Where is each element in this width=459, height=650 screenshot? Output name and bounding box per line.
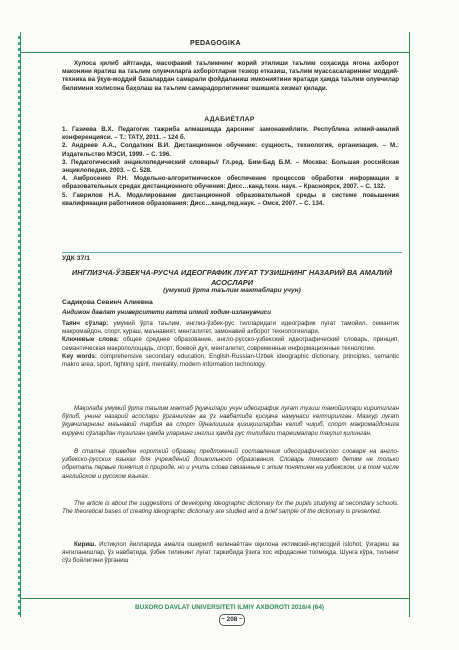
conclusion-paragraph: Хулоса қилиб айтганда, масофавий таълимнинг жорий этилиши таълим соҳасида ягона ахборот маконини яратиш ва таълим олувчиларга ахборотларни тезкор етказиш, таълим муассасаларининг моддий-техника ва ўқув-моддий базалардан самарали фойдаланиш имкониятини яратади ҳамда таълим олувчилар билимини холисона баҳолаш ва таълим самарадорлигининг ошишига хизмат қилади. xyxy=(62,60,399,92)
section-header: PEDAGOGIKA xyxy=(190,40,241,47)
abstract-en: The article is about the suggestions of developing ideographic dictionary for the pupils studying at secondary schools. The theoretical bases of creating ideographic dictionary are studied and a brief sample of the dictionary is presented. xyxy=(62,500,399,516)
reference-item: 5. Гаврилов Н.А. Моделирование дистанционной образовательной среды в системе повышения квалификации работников образования: Дисс…канд.пед.наук. – Омск, 2007. – С. 134. xyxy=(62,191,399,207)
keywords-ru-label: Ключевые слова: xyxy=(62,336,119,344)
keywords-uz xyxy=(62,320,399,336)
introduction-text: Истиқлол йилларида амалга оширилб келинаётган оқилона иктимоий-иқтисодий islohot, ўзгариш ва янгиланишлар, ўз навбатида, ўзбек тилининг луғат таркибида ўзига хос ифодасини топмоқда. Шунга кўра, тилнинг сўз бойлигини ўрганиш xyxy=(62,541,399,565)
keywords-en xyxy=(62,353,399,369)
introduction-label: Кириш. xyxy=(74,541,97,548)
author-affiliation: Андижон давлат университети катта илмий ходим-изланувчиси xyxy=(62,309,272,316)
keywords-ru-text: общее среднее образование, англо-русско-узбекский идеографический словарь, принцип, семантическая макрополощадь, спорт, боевой дух, менталитет, современные информационные технологии. xyxy=(62,336,399,352)
reference-item: 3. Педагогический энциклопедический словарь// Гл.ред. Бим-Бад Б.М. – Москва: Большая российская энциклопедия, 2003. – С. 528. xyxy=(62,158,399,175)
article-separator xyxy=(62,252,402,253)
udk-code: УДК 37/1 xyxy=(62,255,90,262)
article-subtitle: (умумий ўрта таълим мактаблари учун) xyxy=(163,287,301,294)
references-title: АДАБИЁТЛАР xyxy=(204,116,255,123)
article-title: ИНГЛИЗЧА-ЎЗБЕКЧА-РУСЧА ИДЕОГРАФИК ЛУҒАТ ТУЗИШНИНГ НАЗАРИЙ ВА АМАЛИЙ АСОСЛАРИ xyxy=(71,268,393,287)
footer-rule xyxy=(20,598,409,599)
journal-footer: BUXORO DAVLAT UNIVERSITETI ILMIY AXBOROTI 2016/4 (64) xyxy=(134,604,325,611)
reference-item: 1. Газиева В.Х. Педагогик тажриба алмашишда дарснинг замонавийлиги. Республика илмий-амалий конференцияси. – Т.: ТАТУ, 2011. – 124 б. xyxy=(62,126,399,142)
keywords-en-label: Key words: xyxy=(62,352,97,360)
page-number: ~ 208 ~ xyxy=(219,614,245,626)
abstract-uz: Мақолада умумий ўрта таълим мактаб ўқувчилари учун идеографик луғат тузиш тамойиллари киритилган бўлиб, унинг назарий асослари ўрганилган ва ўз навбатида қисқача намунаси келтирилган. Мазкур луғат ўқувчиларнинг маънавий тарбия ва спорт йўналишига қизиқишлардан келиб чиқиб, спорт макромайдонига кирувчи сўзлардан тузилган ҳамда уларнинг инглиз ҳамда рус тилидаги таржималари таҳлил қилинган. xyxy=(62,405,399,437)
keywords-ru xyxy=(62,336,399,352)
keywords-uz-text: умумий ўрта таълим, инглиз-ўзбек-рус тилларидаги идеографик луғат тамойил, семантик макромайдон, спорт, кураш, маънавият, менталитет, замонавий ахборот технологиялари. xyxy=(62,320,399,336)
references-list xyxy=(62,126,399,208)
keywords-en-text: comprehensive secondary education, English-Russian-Uzbek ideographic dictionary, principles, semantic makro area, sport, fighting spirit, mentality, modern information technology. xyxy=(62,352,400,369)
introduction-paragraph xyxy=(62,541,399,566)
reference-item: 4. Амбросенко Р.Н. Модельно-алгоритмическое обеспечение процессов обработки информации в образовательных средах дистанционного обучения: Дисс…канд.техн. наук. – Красноярск, 2007. – С. 132. xyxy=(62,175,399,191)
keywords-uz-label: Таянч сўзлар: xyxy=(62,320,109,327)
reference-item: 2. Андреев А.А., Солдаткин В.И. Дистанционное обучение: сущность, технология, организация. – М.: Издательство МЭСИ, 1999. – С. 196. xyxy=(62,142,399,158)
author-name: Садиқова Севинч Алиевна xyxy=(62,299,153,306)
header-rule xyxy=(20,52,409,53)
abstract-ru: В статье приведен короткий образец предложений составления идеографического словаря на англо-узбекско-русских языках для учреждений дошкольного образования. Словарь помогает детям не только обретать первые понятия о природе, но и учить слова связанные с этим понятием на узбекском, и в том числе английском и русском языках. xyxy=(62,448,399,480)
keywords-block xyxy=(62,320,399,369)
